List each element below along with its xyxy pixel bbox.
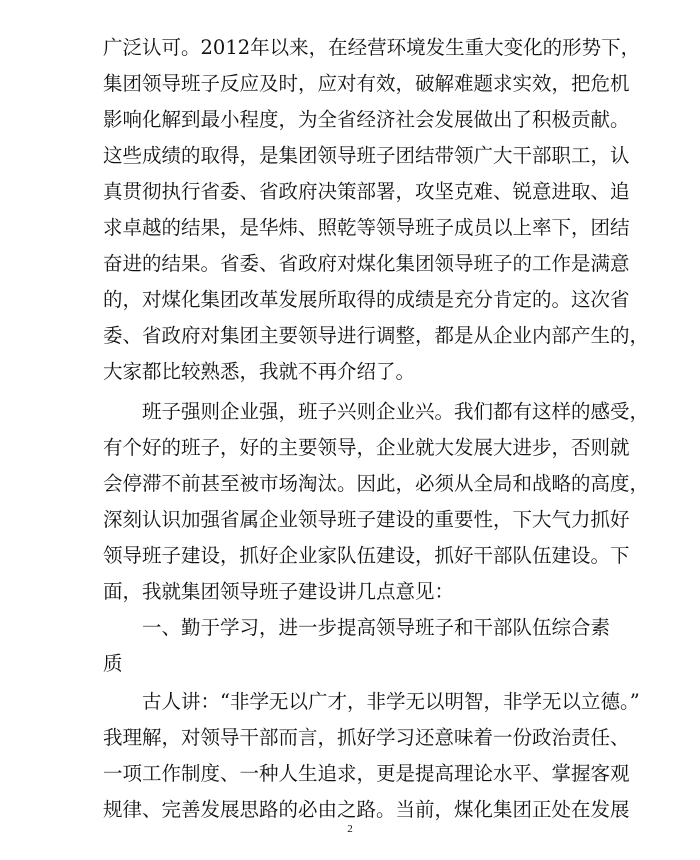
body-line: 有个好的班子，好的主要领导，企业就大发展大进步，否则就 xyxy=(103,436,630,459)
section-heading-line: 一、勤于学习，进一步提高领导班子和干部队伍综合素 xyxy=(103,616,611,639)
body-line: 真贯彻执行省委、省政府决策部署，攻坚克难、锐意进取、追 xyxy=(103,180,630,203)
body-line: 会停滞不前甚至被市场淘汰。因此，必须从全局和战略的高度， xyxy=(103,472,650,495)
body-line: 奋进的结果。省委、省政府对煤化集团领导班子的工作是满意 xyxy=(103,252,630,275)
body-line: 委、省政府对集团主要领导进行调整，都是从企业内部产生的， xyxy=(103,324,650,347)
body-line: 求卓越的结果，是华炜、照乾等领导班子成员以上率下，团结 xyxy=(103,216,630,239)
body-line: 集团领导班子反应及时，应对有效，破解难题求实效，把危机 xyxy=(103,72,630,95)
page-number: 2 xyxy=(347,823,353,835)
body-line: 影响化解到最小程度，为全省经济社会发展做出了积极贡献。 xyxy=(103,108,630,131)
body-line: 广泛认可。2012年以来，在经营环境发生重大变化的形势下， xyxy=(103,36,641,59)
body-line: 我理解，对领导干部而言，抓好学习还意味着一份政治责任、 xyxy=(103,726,630,749)
body-line: 古人讲：“非学无以广才，非学无以明智，非学无以立德。” xyxy=(103,690,640,713)
body-line: 深刻认识加强省属企业领导班子建设的重要性，下大气力抓好 xyxy=(103,508,630,531)
section-heading-line: 质 xyxy=(103,652,123,675)
body-line: 面，我就集团领导班子建设讲几点意见： xyxy=(103,580,455,603)
body-line: 班子强则企业强，班子兴则企业兴。我们都有这样的感受， xyxy=(103,400,650,423)
body-line: 大家都比较熟悉，我就不再介绍了。 xyxy=(103,360,416,383)
body-line: 的，对煤化集团改革发展所取得的成绩是充分肯定的。这次省 xyxy=(103,288,630,311)
body-line: 规律、完善发展思路的必由之路。当前，煤化集团正处在发展 xyxy=(103,798,630,821)
body-line: 一项工作制度、一种人生追求，更是提高理论水平、掌握客观 xyxy=(103,762,630,785)
body-line: 这些成绩的取得，是集团领导班子团结带领广大干部职工，认 xyxy=(103,144,630,167)
body-line: 领导班子建设，抓好企业家队伍建设，抓好干部队伍建设。下 xyxy=(103,544,630,567)
